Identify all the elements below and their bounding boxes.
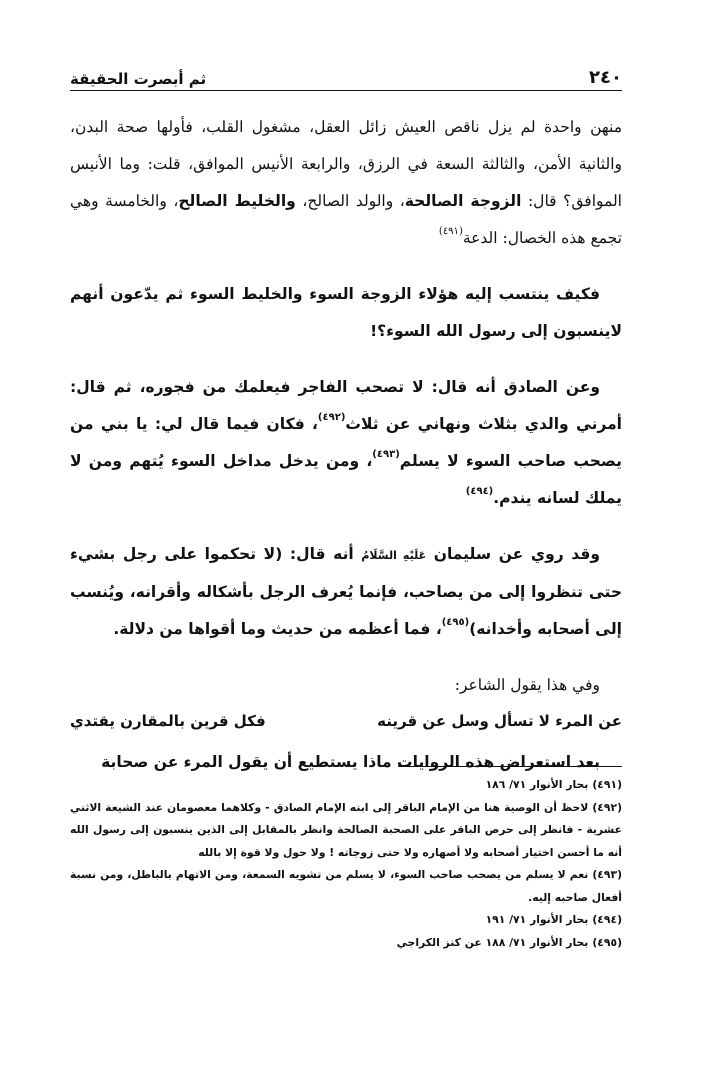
text-run: ، والولد الصالح، <box>295 192 405 210</box>
bold-run: والخليط الصالح <box>178 192 296 210</box>
paragraph-2 <box>70 276 622 350</box>
footnote-text: بحار الأنوار ٧١/ ١٨٦ <box>485 778 589 791</box>
footnote-494 <box>70 909 622 932</box>
text-run: أنه قال: (لا تحكموا على رجل بشيء حتى تنظروا إلى من يصاحب، فإنما يُعرف الرجل بأشكاله وأقرانه، ويُنسب إلى أصحابه وأخدانه) <box>70 545 622 638</box>
text-run: فكيف ينتسب إليه هؤلاء الزوجة السوء والخليط السوء ثم يدّعون أنهم لاينسبون إلى رسول الله السوء؟! <box>70 285 622 340</box>
poem-verse <box>70 704 622 738</box>
footnote-text: بحار الأنوار ٧١/ ١٨٨ عن كنز الكراجي <box>396 935 589 949</box>
footnote-number: (٤٩٢) <box>592 800 622 814</box>
footnote-493 <box>70 864 622 909</box>
footnote-ref[interactable]: (٤٩٣) <box>372 449 400 460</box>
footnote-number: (٤٩٥) <box>592 935 622 949</box>
main-text <box>70 109 622 781</box>
footnote-491 <box>70 774 622 797</box>
running-title: ثم أبصرت الحقيقة <box>70 70 207 88</box>
honorific-glyph: عَلَيْهِ السَّلَامُ <box>361 549 427 562</box>
bold-run: الزوجة الصالحة <box>404 192 522 210</box>
paragraph-5 <box>70 667 622 704</box>
footnote-number: (٤٩٣) <box>592 868 622 881</box>
footnote-492 <box>70 797 622 865</box>
text-run: ، ومن يدخل مداخل السوء يُتهم ومن لا يملك لسانه يندم. <box>70 452 622 507</box>
footnote-ref[interactable]: (٤٩٥) <box>441 617 470 628</box>
footnote-ref[interactable]: (٤٩٢) <box>317 412 346 423</box>
text-run: وعن الصادق أنه قال: لا تصحب الفاجر فيعلمك من فجوره، ثم قال: أمرني والدي بثلاث ونهاني عن ثلاث <box>70 378 622 433</box>
paragraph-3 <box>70 369 622 517</box>
text-run: ، والخامسة وهي تجمع هذه الخصال: الدعة <box>70 192 622 247</box>
footnote-number: (٤٩٤) <box>592 913 622 926</box>
footnote-number: (٤٩١) <box>592 778 622 791</box>
footnote-ref[interactable]: (٤٩٤) <box>465 486 494 497</box>
text-run: منهن واحدة لم يزل ناقص العيش زائل العقل، مشغول القلب، فأولها صحة البدن، والثانية الأمن، والثالثة السعة في الرزق، والرابعة الأنيس الموافق، قلت: وما الأنيس الموافق؟ قال: <box>70 118 622 210</box>
text-run: ، فما أعظمه من حديث وما أقواها من دلالة. <box>113 620 442 638</box>
text-run: بعد استعراض هذه الروايات ماذا يستطيع أن يقول المرء عن صحابة <box>101 753 600 771</box>
footnote-text: نعم لا يسلم من يصحب صاحب السوء، لا يسلم من تشويه السمعة، ومن الاتهام بالباطل، ومن نسبة أفعال صاحبه إليه. <box>70 868 622 904</box>
footnote-text: لاحظ أن الوصية هنا من الإمام الباقر إلى ابنه الإمام الصادق - وكلاهما معصومان عند الشيعة الاثني عشرية - فانظر إلى حرص الباقر على الصحبة الصالحة وانظر بالمقابل إلى الذين ينسبون إلى رسول الله أنه ما أحسن اختيار أصحابه ولا أصهاره ولا حتى زوجاته ! ولا حول ولا قوة إلا بالله <box>70 800 622 859</box>
page-number: ٢٤٠ <box>589 67 622 88</box>
text-run: ، فكان فيما قال لي: يا بني من يصحب صاحب السوء لا يسلم <box>70 415 622 470</box>
footnotes <box>70 774 622 954</box>
book-page <box>70 58 622 949</box>
footnote-separator <box>398 766 622 767</box>
page-header <box>70 58 622 91</box>
footnote-495 <box>70 932 622 955</box>
text-run: وفي هذا يقول الشاعر: <box>454 676 600 694</box>
paragraph-1 <box>70 109 622 257</box>
footnote-text: بحار الأنوار ٧١/ ١٩١ <box>485 913 589 926</box>
text-run: وقد روي عن سليمان <box>426 545 600 563</box>
verse-first-hemistich: عن المرء لا تسأل وسل عن قرينه <box>377 712 622 730</box>
footnote-ref[interactable]: (٤٩١) <box>438 226 463 237</box>
verse-second-hemistich: فكل قرين بالمقارن يقتدي <box>70 712 266 730</box>
paragraph-4 <box>70 536 622 648</box>
